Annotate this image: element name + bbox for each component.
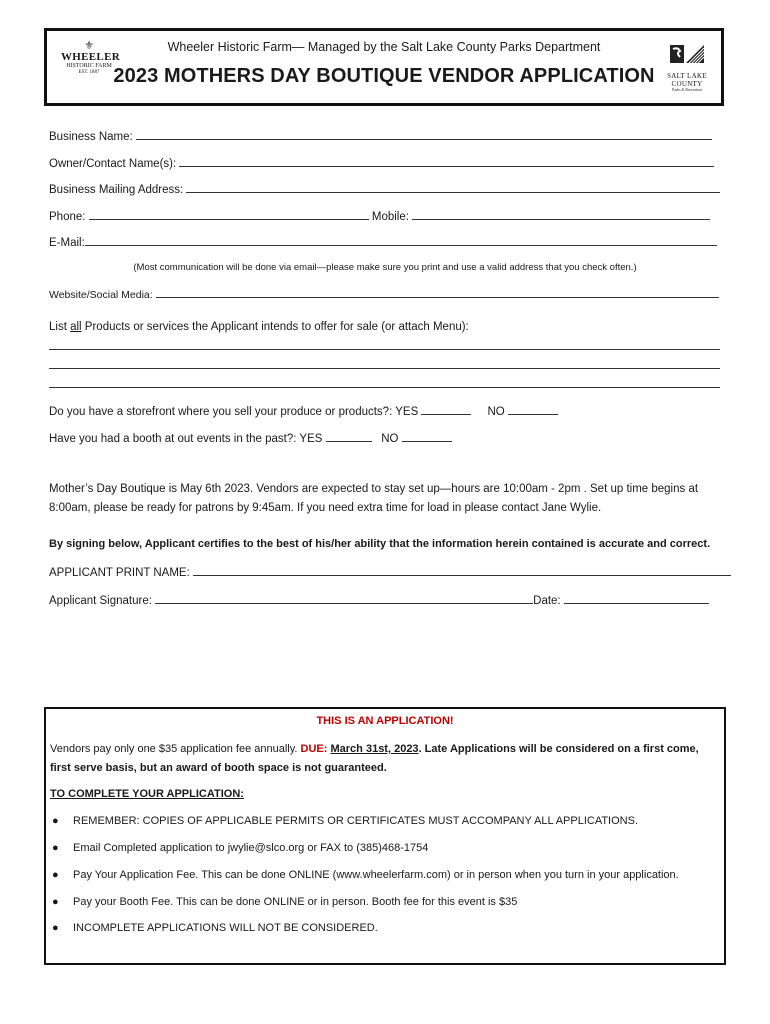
storefront-no-label: NO [487,406,505,418]
business-name-label: Business Name: [49,131,133,143]
website-blank[interactable] [156,286,719,298]
date-blank[interactable] [564,592,709,604]
wheeler-logo-line2: HISTORIC FARM [66,63,112,69]
products-all-emphasis: all [70,321,82,333]
email-note: (Most communication will be done via email—please make sure you print and use a valid address that you check often.) [133,262,637,273]
fee-text: Vendors pay only one $35 application fee annually. [50,743,301,755]
event-info-paragraph: Mother’s Day Boutique is May 6th 2023. Vendors are expected to stay set up—hours are 10:00am - 2pm . Set up time begins at 8:00am, please be ready for patrons by 9:45am. If you need extra time for load in please contact Jane Wylie. [49,483,699,514]
owner-contact-blank[interactable] [179,155,714,167]
past-booth-no-label: NO [381,433,399,445]
page-title: 2023 MOTHERS DAY BOUTIQUE VENDOR APPLICATION [113,65,655,87]
mobile-blank[interactable] [412,208,710,220]
due-label: DUE: [300,743,328,755]
products-line-3[interactable] [49,387,720,388]
wheeler-logo-line1: WHEELER [61,51,120,63]
products-prefix: List [49,321,71,333]
late-text: . Late Applications will be considered on a first come, first serve basis, but an award of booth space is not guaranteed. [50,743,699,774]
signature-blank[interactable] [155,592,533,604]
signature-label: Applicant Signature: [49,595,152,607]
slco-emblem-icon [670,43,704,65]
print-name-blank[interactable] [193,564,731,576]
storefront-question-label: Do you have a storefront where you sell your produce or products?: YES [49,406,419,418]
phone-label: Phone: [49,211,86,223]
certification-statement: By signing below, Applicant certifies to the best of his/her ability that the information herein contained is accurate and correct. [49,538,711,550]
business-name-field[interactable] [49,128,712,143]
past-booth-question-label: Have you had a booth at out events in the past?: YES [49,433,323,445]
email-blank[interactable] [85,234,717,246]
bullet-icon: ● [52,842,59,854]
storefront-no-blank[interactable] [508,403,558,415]
phone-blank[interactable] [89,208,369,220]
crest-icon: ⚜ [84,40,94,52]
past-booth-question[interactable] [49,430,452,445]
signature-field[interactable] [49,592,709,607]
slco-logo-line1: SALT LAKE [667,72,707,80]
products-line-2[interactable] [49,368,720,369]
print-name-label: APPLICANT PRINT NAME: [49,567,190,579]
mailing-address-label: Business Mailing Address: [49,184,184,196]
email-field[interactable] [49,234,717,249]
owner-contact-field[interactable] [49,155,714,170]
bullet-icon: ● [52,869,59,881]
business-name-blank[interactable] [136,128,712,140]
storefront-question[interactable] [49,403,558,418]
products-line-1[interactable] [49,349,720,350]
bullet-item-1: REMEMBER: COPIES OF APPLICABLE PERMITS OR CERTIFICATES MUST ACCOMPANY ALL APPLICATIONS. [73,815,639,827]
bullet-item-4: Pay your Booth Fee. This can be done ONLINE or in person. Booth fee for this event is $35 [73,896,518,908]
email-label: E-Mail: [49,237,85,249]
bullet-item-3: Pay Your Application Fee. This can be done ONLINE (www.wheelerfarm.com) or in person when you turn in your application. [73,869,679,881]
products-prompt [49,321,469,333]
application-heading: THIS IS AN APPLICATION! [316,715,454,727]
slco-logo-line3: Parks & Recreation [672,88,702,92]
website-label: Website/Social Media: [49,289,153,301]
products-suffix: Products or services the Applicant intends to offer for sale (or attach Menu): [81,321,469,333]
complete-heading: TO COMPLETE YOUR APPLICATION: [50,788,244,800]
header-box [44,28,724,106]
header-subtitle: Wheeler Historic Farm— Managed by the Salt Lake County Parks Department [167,40,601,54]
mobile-label: Mobile: [371,211,409,223]
salt-lake-county-logo [663,43,711,97]
bullet-icon: ● [52,815,59,827]
bullet-icon: ● [52,922,59,934]
bullet-icon: ● [52,896,59,908]
owner-contact-label: Owner/Contact Name(s): [49,158,177,170]
storefront-yes-blank[interactable] [421,403,471,415]
due-date: March 31st, 2023 [330,743,419,755]
past-booth-yes-blank[interactable] [326,430,372,442]
slco-logo-line2: COUNTY [671,80,703,88]
bullet-item-5: INCOMPLETE APPLICATIONS WILL NOT BE CONSIDERED. [73,922,378,934]
bullet-item-2: Email Completed application to jwylie@slco.org or FAX to (385)468-1754 [73,842,429,854]
phone-field[interactable] [49,208,710,223]
fee-paragraph [50,740,718,778]
mailing-address-field[interactable] [49,181,720,196]
wheeler-logo-line3: EST. 1887 [78,70,100,75]
mailing-address-blank[interactable] [186,181,720,193]
website-field[interactable] [49,286,719,301]
print-name-field[interactable] [49,564,731,579]
date-label: Date: [533,595,561,607]
past-booth-no-blank[interactable] [402,430,452,442]
